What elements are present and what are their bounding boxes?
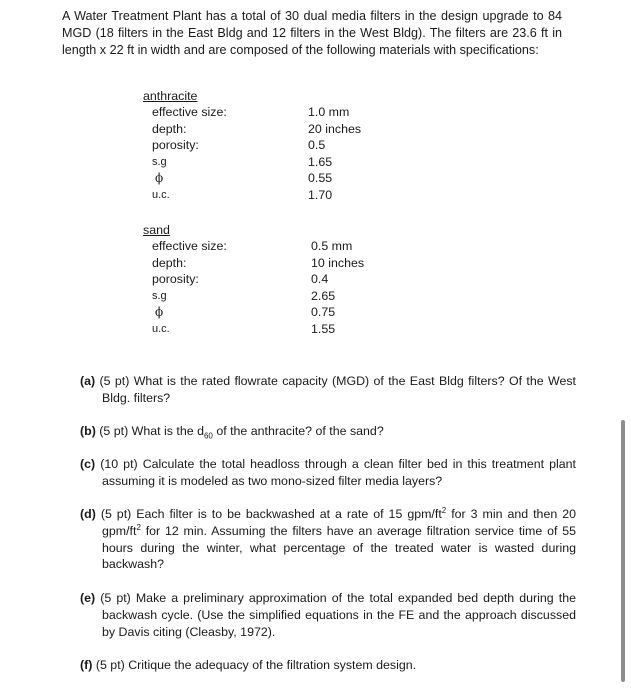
spec-row [143,170,333,187]
spec-row [143,304,336,321]
spec-label: depth: [152,121,187,136]
sand-specs [143,222,365,338]
spec-value: 0.55 [308,171,333,186]
spec-value: 1.0 mm [308,105,350,119]
question-label: (e) [80,591,96,605]
spec-row [143,154,333,171]
spec-label: depth: [152,255,187,270]
spec-value: 0.4 [311,272,329,287]
question-text: for 12 min. Assuming the filters have an average filtration service time of 55 hours during the winter, what percentage of the treated water is wasted during backwash? [102,523,576,572]
question-text: (5 pt) What is the rated flowrate capacity (MGD) of the East Bldg filters? Of the West Bldg. filters? [99,374,576,405]
spec-row [143,321,336,338]
spec-value: 1.65 [308,154,333,169]
spec-row [143,187,333,204]
spec-value: 2.65 [311,288,336,303]
spec-row [143,271,329,288]
question-f [80,657,576,674]
anthracite-specs [143,88,362,204]
spec-row [143,137,326,154]
question-text: (5 pt) Critique the adequacy of the filtration system design. [95,658,417,672]
spec-value: 10 inches [311,255,365,270]
anthracite-title: anthracite [143,89,198,103]
spec-value: 0.75 [311,305,336,320]
spec-value: 1.70 [308,187,333,202]
spec-label: porosity: [152,272,199,287]
question-c [80,456,576,490]
spec-value: 1.55 [311,321,336,336]
question-d [80,506,576,573]
spec-row [143,288,336,305]
question-text: (5 pt) Each filter is to be backwashed at a rate of 15 gpm/ft [100,507,442,521]
spec-row [143,238,353,255]
question-a [80,373,576,407]
superscript-2: 2 [136,522,141,532]
question-label: (b) [80,424,96,438]
sand-title: sand [143,223,170,237]
spec-value: 0.5 [308,138,326,153]
spec-label: u.c. [152,188,170,201]
question-b [80,423,576,440]
spec-value: 20 inches [308,121,362,136]
question-label: (d) [80,507,96,521]
spec-label: effective size: [152,239,227,253]
question-text: (5 pt) What is the d [99,424,204,438]
question-label: (c) [80,457,96,471]
superscript-2: 2 [441,505,447,515]
spec-label: s.g [152,155,167,168]
spec-label: u.c. [152,322,170,335]
spec-row [143,121,362,138]
question-text: for 3 min and then 20 gpm/ft [102,507,576,538]
spec-row [143,255,365,272]
question-text: of the anthracite? of the sand? [212,424,384,438]
question-text: (5 pt) Make a preliminary approximation of the total expanded bed depth during the backwash cycle. (Use the simplified equations in the FE and the approach discussed by Davis citing (Cleasby, 1972). [100,591,576,639]
phi-symbol: ϕ [155,171,164,186]
question-e [80,590,576,640]
question-label: (a) [80,374,96,388]
subscript-60: 60 [203,431,213,441]
problem-intro: A Water Treatment Plant has a total of 30 dual media filters in the design upgrade to 84 MGD (18 filters in the East Bldg and 12 filters in the West Bldg). The filters are 23.6 ft in length x 22 ft in width and are composed of the following materials with specifications: [62,9,562,57]
spec-label: s.g [152,289,167,302]
spec-value: 0.5 mm [311,239,353,253]
spec-label: effective size: [152,105,227,119]
spec-label: porosity: [152,138,199,153]
question-label: (f) [80,658,93,672]
spec-row [143,104,350,121]
phi-symbol: ϕ [155,305,164,320]
scrollbar[interactable] [621,420,625,682]
question-text: (10 pt) Calculate the total headloss through a clean filter bed in this treatment plant assuming it is modeled as two mono-sized filter media layers? [100,457,576,488]
